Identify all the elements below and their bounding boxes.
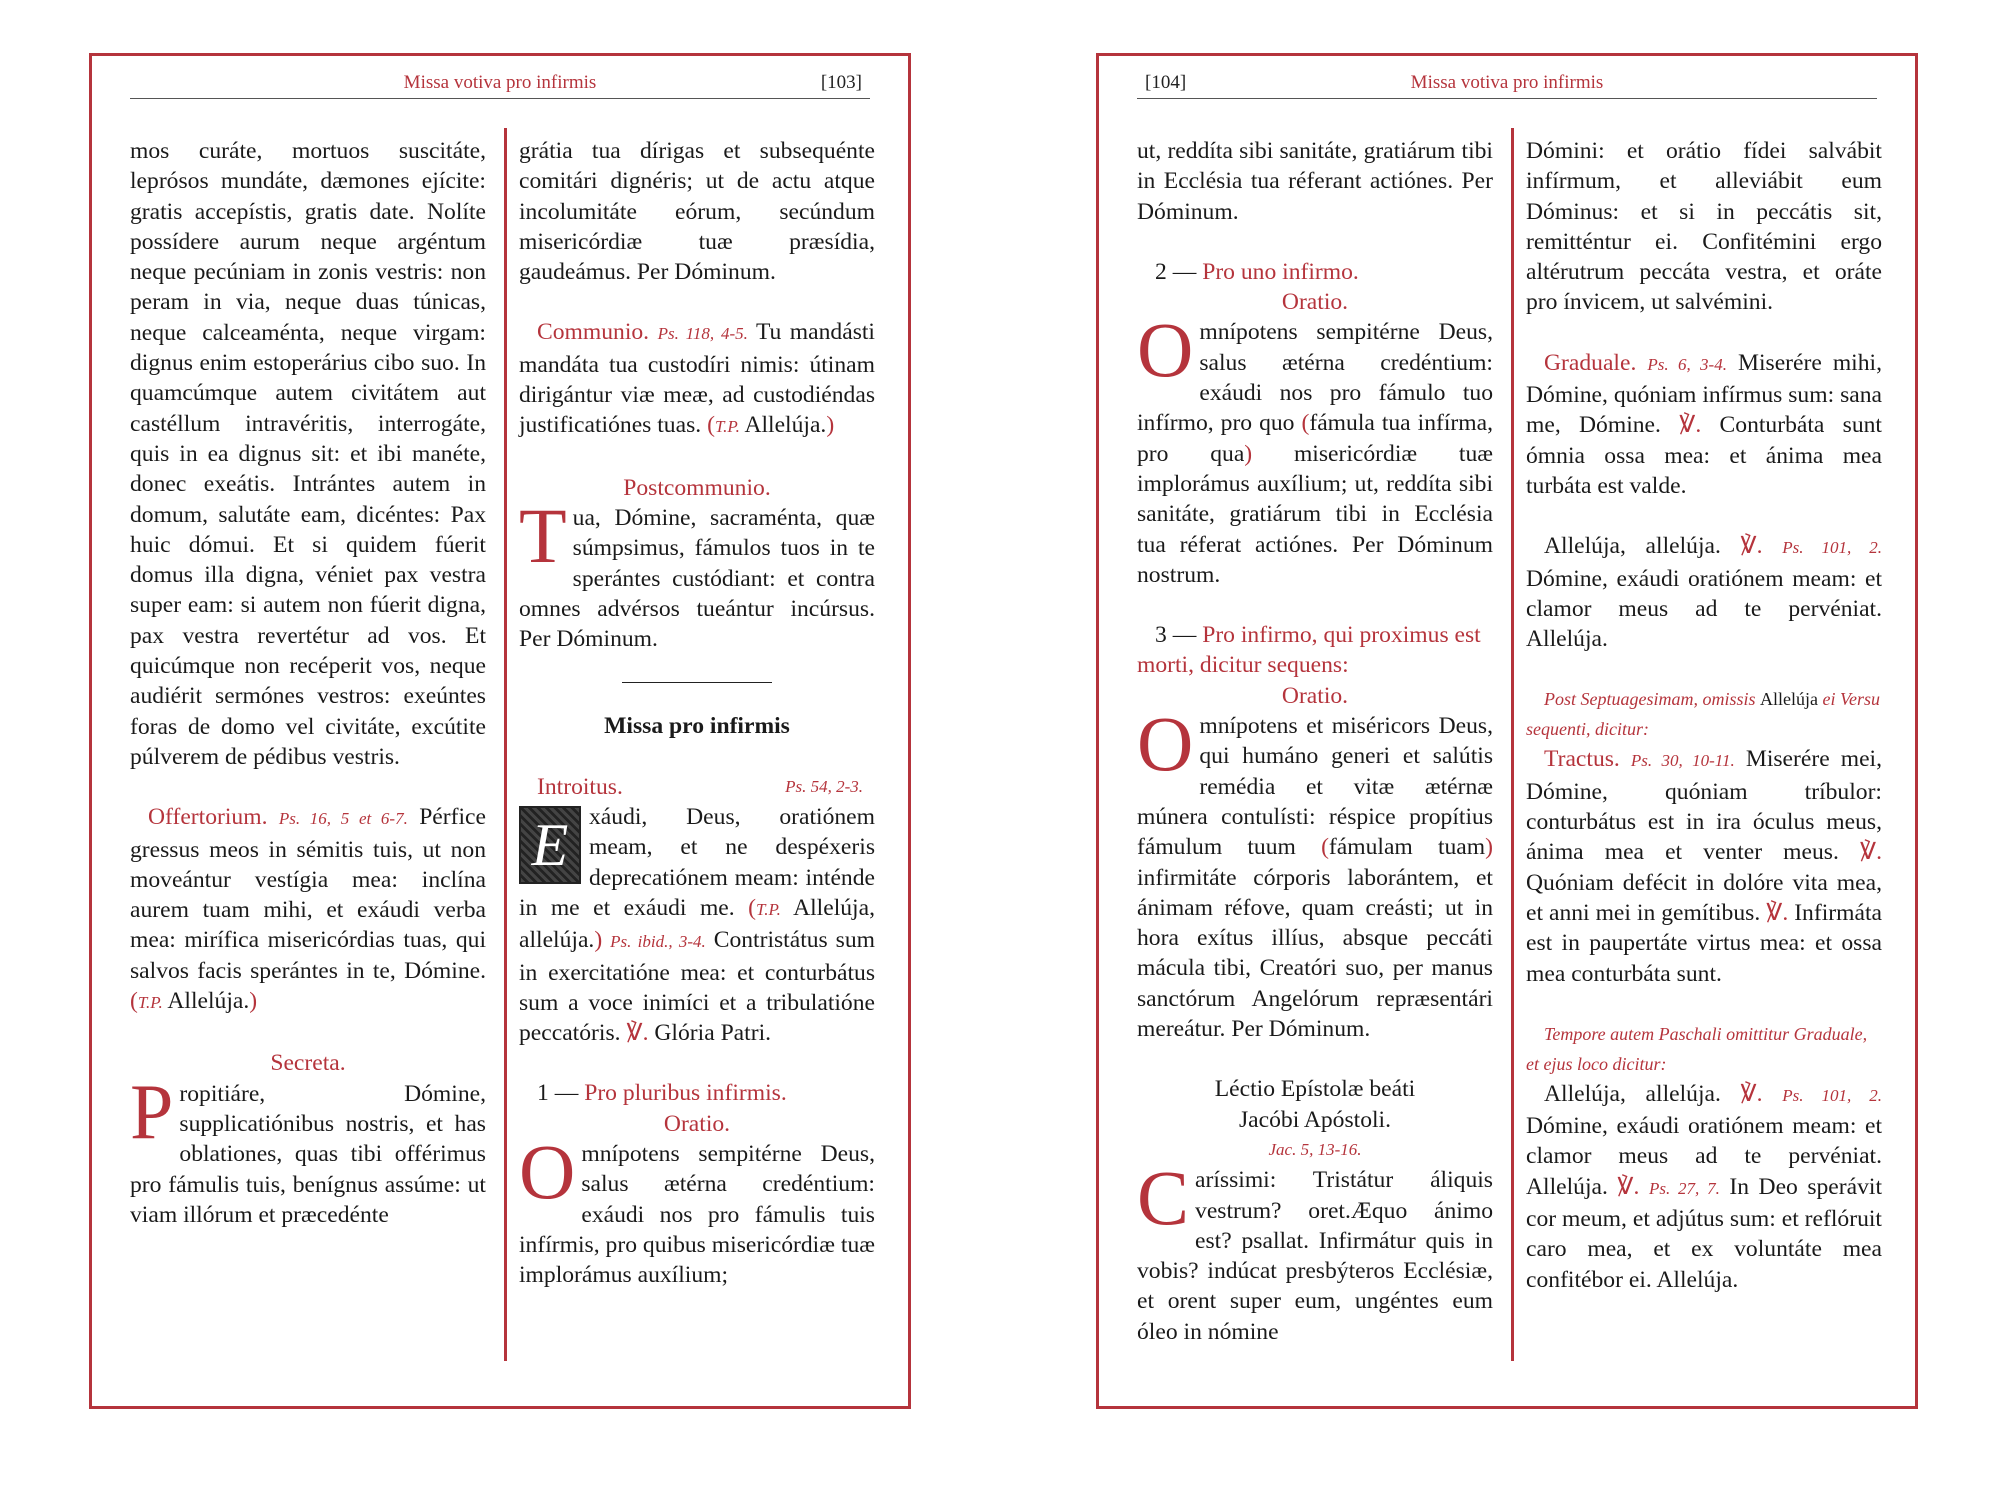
tp-marker: T.P. xyxy=(714,417,740,437)
oratio-prayer xyxy=(1137,306,1493,590)
lectio-title-2: Jacóbi Apóstoli. xyxy=(1238,1106,1392,1133)
lectio-text: aríssimi: Tristátur áliquis vestrum? oret.Æquo ánimo est? psallat. Infirmátur quis in vobis? indúcat presbýteros Ecclésiæ, et orent super eum, ungéntes eum óleo in nómine xyxy=(1137,1167,1493,1345)
communio-ref: Ps. 118, 4-5. xyxy=(657,324,748,344)
rubric-text-cont: ei Versu sequenti, dicitur: xyxy=(1526,689,1880,740)
postcommunio-label: Postcommunio. xyxy=(623,474,771,501)
graduale-verse: Conturbáta sunt ómnia ossa mea: et ánima mea turbáta est valde. xyxy=(1526,412,1882,499)
tractus-verse-2: Infirmáta est in paupertáte virtus mea: et ossa mea conturbáta sunt. xyxy=(1526,899,1882,987)
oratio-text: mnípotens sempitérne Deus, salus ætérna credéntium: exáudi nos pro fámulis tuis infírmis, pro quibus misericórdiæ tuæ implorámus auxílium; xyxy=(519,1141,875,1289)
oratio-text-cont: misericórdiæ tuæ implorámus auxílium; ut, reddíta sibi sanitáte, gratiárum tibi in Ecclésia tua réferat actiónes. Per Dóminum nostrum. xyxy=(1137,440,1493,588)
tractus-verse-1: Quóniam defécit in dolóre vita mea, et anni mei in gemítibus. xyxy=(1526,869,1882,926)
paren-open: ( xyxy=(707,412,715,439)
drop-cap: O xyxy=(519,1128,576,1216)
section-title: Pro pluribus infirmis. xyxy=(584,1080,787,1107)
alleluia-ref: Ps. 101, 2. xyxy=(1782,1085,1882,1105)
graduale-ref: Ps. 6, 3-4. xyxy=(1647,354,1727,374)
versicle-icon: ℣. xyxy=(1617,1173,1640,1200)
left-page xyxy=(89,53,911,1409)
oratio-text: mnípotens sempitérne Deus, salus ætérna credéntium: exáudi nos pro fámulo tuo infírmo, pro quo xyxy=(1137,319,1493,437)
gloria-patri: Glória Patri. xyxy=(654,1020,772,1047)
paren-close: ) xyxy=(594,927,603,954)
oratio-label: Oratio. xyxy=(1281,682,1349,709)
versicle-icon: ℣. xyxy=(1679,412,1702,439)
versicle-icon: ℣. xyxy=(1740,533,1763,560)
oratio-text-cont: infirmitáte córporis laborántem, et ánimam réfove, quam creásti; ut in hora exítus illíus, absque peccáti mácula tibi, Creatóri suo, per manus sanctórum Angelórum repræsentári mereátur. Per Dóminum. xyxy=(1137,864,1493,1043)
introitus-psalm: Contristátus sum in exercitatióne mea: et conturbátus sum a voce inimíci et a tribulatióne peccatóris. xyxy=(519,927,875,1047)
versicle-icon: ℣. xyxy=(1766,899,1789,926)
rubric-text: Post Septuagesimam, omissis xyxy=(1544,689,1756,710)
paren-close: ) xyxy=(1244,440,1253,467)
offertorium-label: Offertorium. xyxy=(148,804,268,831)
graduale xyxy=(1526,348,1882,501)
communio xyxy=(519,317,875,442)
tractus-text: Miserére mei, Dómine, quóniam tríbulor: conturbátus est in ira óculus meus, ánima mea et venter meus. xyxy=(1526,746,1882,866)
introitus-heading xyxy=(519,772,875,802)
lectio-text-block xyxy=(1137,1154,1493,1347)
section-title: Pro infirmo, qui proximus est morti, dicitur sequens: xyxy=(1137,622,1481,679)
oratio-text: mnípotens et miséricors Deus, qui humáno generi et salútis remédia et vitæ ætérnæ múnera contulísti: réspice propítius fámulum tuum xyxy=(1137,713,1493,861)
paren-close: ) xyxy=(249,988,258,1015)
introitus-label: Introitus. xyxy=(537,773,623,800)
drop-cap: C xyxy=(1137,1154,1190,1242)
postcommunio-text: ua, Dómine, sacraménta, quæ súmpsimus, fámulos tuos in te sperántes custódiant: et contra omnes advérsos tueántur incúrsus. Per Dóminum. xyxy=(519,504,875,653)
paren-open: ( xyxy=(1301,410,1310,437)
offertorium xyxy=(130,802,486,1018)
paren-open: ( xyxy=(1321,834,1329,861)
tractus-label: Tractus. xyxy=(1544,746,1620,773)
ornate-initial: E xyxy=(519,806,581,884)
section-number: 2 — xyxy=(1155,258,1197,285)
rubric-paschal: Tempore autem Paschali omittitur Graduale, et ejus loco dicitur: xyxy=(1526,1023,1868,1074)
paren-open: ( xyxy=(130,988,138,1015)
oratio-continuation: ut, reddíta sibi sanitáte, gratiárum tibi in Ecclésia tua réferant actiónes. Per Dóminum. xyxy=(1137,138,1493,225)
feminine-alternative: fámula tua infírma, pro qua xyxy=(1137,410,1493,467)
missa-title: Missa pro infirmis xyxy=(604,713,790,740)
alleluia: Allelúja, allelúja. xyxy=(1544,533,1721,560)
alleluia: Allelúja, allelúja. xyxy=(519,894,875,954)
drop-cap: T xyxy=(519,491,567,579)
oratio-label: Oratio. xyxy=(1281,289,1349,316)
alleluia-verse: Dómine, exáudi oratiónem meam: et clamor meus ad te pervéniat. Allelúja. xyxy=(1526,1113,1882,1200)
oratio-prayer xyxy=(519,1128,875,1290)
alleluia: Allelúja. xyxy=(167,988,250,1015)
oratio-prayer xyxy=(1137,700,1493,1044)
drop-cap: P xyxy=(130,1067,174,1155)
running-header xyxy=(130,70,870,99)
section-3-heading xyxy=(1137,620,1493,681)
column-divider xyxy=(1511,128,1514,1361)
text-column-2 xyxy=(1526,136,1882,1295)
oratio-label: Oratio. xyxy=(663,1110,731,1137)
paren-open: ( xyxy=(748,894,757,921)
secreta-text: ropitiáre, Dómine, supplicatiónibus nostris, et has oblationes, quas tibi offérimus pro fámulis tuis, benígnus assúme: ut viam illórum et præcedénte xyxy=(130,1080,486,1228)
offertorium-text: Pérfice gressus meos in sémitis tuis, ut non moveántur vestígia mea: inclína aurem tuam mihi, et exáudi verba mea: mirífica misericórdias tuas, qui salvos facis sperántes in te, Dómine. xyxy=(130,804,486,984)
running-header xyxy=(1137,70,1877,99)
secreta-label: Secreta. xyxy=(270,1050,346,1077)
tp-marker: T.P. xyxy=(137,993,163,1013)
rubric-septuagesima xyxy=(1526,684,1882,744)
tractus xyxy=(1526,744,1882,988)
secreta-prayer xyxy=(130,1067,486,1230)
page-number: [103] xyxy=(820,72,862,93)
alleluia-ref-2: Ps. 27, 7. xyxy=(1648,1178,1720,1198)
feminine-alternative: fámulam tuam xyxy=(1328,834,1486,861)
graduale-label: Graduale. xyxy=(1544,349,1637,376)
paren-close: ) xyxy=(1485,834,1493,861)
lectio-ref: Jac. 5, 13-16. xyxy=(1268,1139,1362,1159)
paren-close: ) xyxy=(826,412,835,439)
tractus-ref: Ps. 30, 10-11. xyxy=(1630,751,1735,771)
alleluia: Allelúja, allelúja. xyxy=(1544,1080,1721,1107)
alleluia-ref: Ps. 101, 2. xyxy=(1782,538,1882,558)
column-divider xyxy=(504,128,507,1361)
page-number: [104] xyxy=(1145,72,1187,93)
alleluia-1 xyxy=(1526,531,1882,654)
tp-marker: T.P. xyxy=(756,899,781,919)
text-column-1 xyxy=(1137,136,1493,1347)
right-page xyxy=(1096,53,1918,1409)
versicle-icon: ℣. xyxy=(626,1020,649,1047)
lectio-continuation: Dómini: et orátio fídei salvábit infírmum, et alleviábit eum Dóminus: et si in peccátis sit, remitténtur ei. Confitémini ergo altérutrum peccáta vestra, et oráte pro ínvicem, ut salvémini. xyxy=(1526,138,1882,316)
communio-label: Communio. xyxy=(537,319,650,346)
gospel-continuation: mos curáte, mortuos suscitáte, leprósos mundáte, dæmones ejícite: gratis accepístis, gratis date. Nolíte possídere aurum neque argéntum neque pecúniam in zonis vestris: non peram in via, neque duas túnicas, neque calceaménta, neque virgam: dignus enim estoperárius cibo suo. In quamcúmque autem civitátem aut castéllum intravéritis, interrogáte, quis in ea dignus sit: et ibi manéte, donec exeátis. Intrántes autem in domum, salutáte eam, dicéntes: Pax huic dómui. Et si quidem fúerit domus illa digna, véniet pax vestra super eam: si autem non fúerit digna, pax vestra revertétur ad vos. Et quicúmque non recéperit vos, neque audiérit sermónes vestros: exeúntes foras de domo vel civitáte, excútite púlverem de pédibus vestris. xyxy=(130,138,486,770)
graduale-text: Miserére mihi, Dómine, quóniam infírmus sum: sana me, Dómine. xyxy=(1526,349,1882,439)
introitus-ref-2: Ps. ibid., 3-4. xyxy=(610,932,706,952)
postcommunio-prayer xyxy=(519,491,875,654)
communio-text: Tu mandásti mandáta tua custodíri nimis: útinam dirigántur viæ meæ, ad custodiéndas justificatiónes tuas. xyxy=(519,319,875,439)
text-column-1 xyxy=(130,136,486,1230)
versicle-icon: ℣. xyxy=(1859,839,1883,866)
section-number: 1 — xyxy=(537,1080,579,1107)
alleluia-2 xyxy=(1526,1079,1882,1295)
text-column-2 xyxy=(519,136,875,1291)
introitus-text: xáudi, Deus, oratiónem meam, et ne despéxeris deprecatiónem meam: inténde in me et exáudi me. xyxy=(519,804,875,921)
section-2-heading xyxy=(1137,257,1493,287)
alleluia-verse-2: In Deo sperávit cor meum, et adjútus sum: et reflóruit caro mea, et ex voluntáte mea confitébor ei. Allelúja. xyxy=(1526,1173,1883,1293)
header-title: Missa votiva pro infirmis xyxy=(403,72,597,93)
alleluia: Allelúja. xyxy=(744,412,827,439)
secreta-continuation: grátia tua dírigas et subsequénte comitári dignéris; ut de actu atque incolumitáte eórum, secúndum misericórdiæ tuæ præsídia, gaudeámus. Per Dóminum. xyxy=(519,138,875,286)
section-title: Pro uno infirmo. xyxy=(1202,258,1359,285)
introitus-text-block xyxy=(519,802,875,1048)
section-1-heading xyxy=(519,1078,875,1108)
introitus-ref: Ps. 54, 2-3. xyxy=(785,776,863,796)
offertorium-ref: Ps. 16, 5 et 6-7. xyxy=(278,809,408,829)
rubric-word: Allelúja xyxy=(1760,689,1818,710)
header-title: Missa votiva pro infirmis xyxy=(1410,72,1604,93)
drop-cap: O xyxy=(1137,700,1194,788)
alleluia-verse: Dómine, exáudi oratiónem meam: et clamor meus ad te pervéniat. Allelúja. xyxy=(1526,565,1882,653)
drop-cap: O xyxy=(1137,306,1194,394)
section-number: 3 — xyxy=(1155,622,1197,649)
versicle-icon: ℣. xyxy=(1740,1080,1763,1107)
lectio-title-1: Léctio Epístolæ beáti xyxy=(1214,1076,1416,1103)
